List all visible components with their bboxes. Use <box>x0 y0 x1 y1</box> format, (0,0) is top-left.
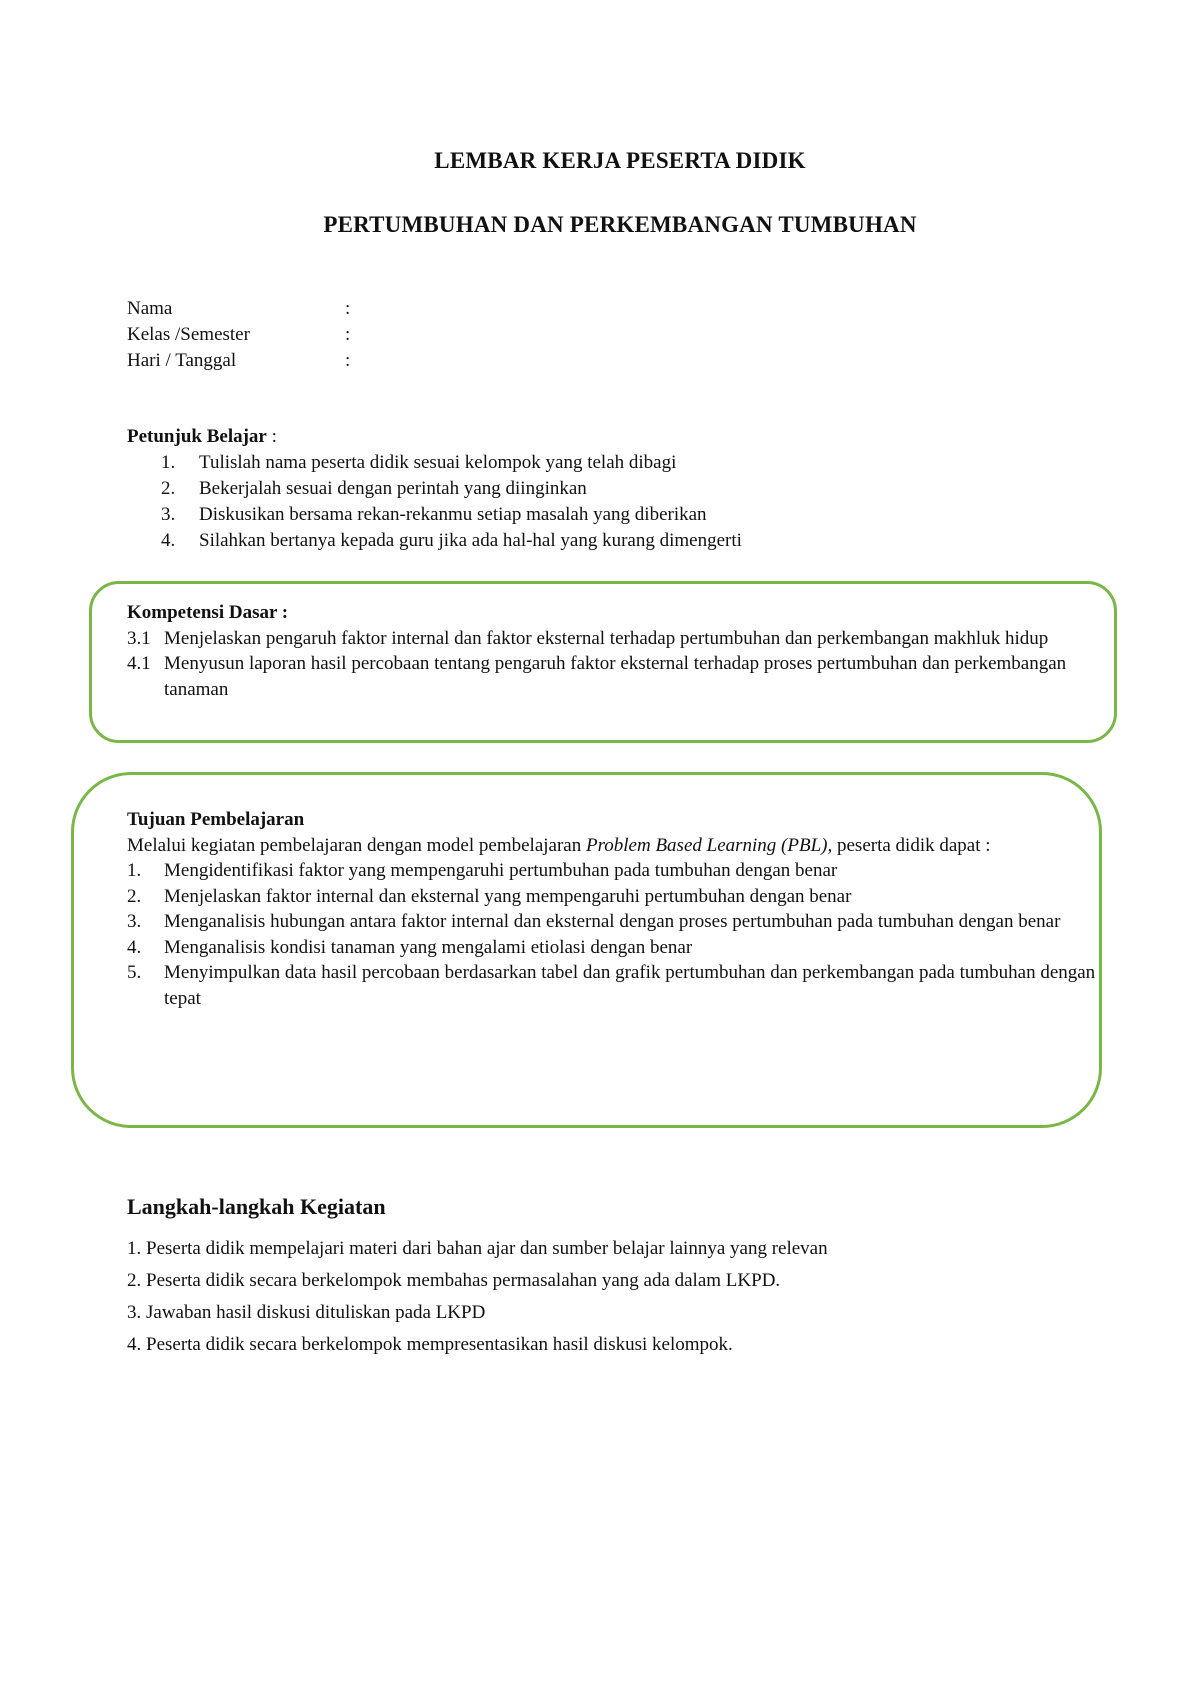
tujuan-intro-text: Melalui kegiatan pembelajaran dengan model pembelajaran <box>127 834 586 856</box>
list-item <box>127 960 1097 1011</box>
item-text: Diskusikan bersama rekan-rekanmu setiap masalah yang diberikan <box>199 504 707 525</box>
item-text: Menyusun laporan hasil percobaan tentang pengaruh faktor eksternal terhadap proses pertumbuhan dan perkembangan tanaman <box>164 653 1067 700</box>
instructions-heading-text: Petunjuk Belajar <box>127 426 267 447</box>
kompetensi-section <box>127 600 1097 702</box>
instructions-heading-suffix: : <box>266 426 277 447</box>
list-item <box>127 884 1097 910</box>
step-item: 1. Peserta didik mempelajari materi dari bahan ajar dan sumber belajar lainnya yang relevan <box>127 1238 828 1259</box>
steps-heading: Langkah-langkah Kegiatan <box>127 1194 386 1219</box>
item-text: Menjelaskan faktor internal dan eksternal yang mempengaruhi pertumbuhan dengan benar <box>164 885 852 907</box>
tujuan-intro-model: Problem Based Learning (PBL), <box>585 834 833 856</box>
step-item: 3. Jawaban hasil diskusi dituliskan pada LKPD <box>127 1302 486 1323</box>
item-text: Menjelaskan pengaruh faktor internal dan faktor eksternal terhadap pertumbuhan dan perkembangan makhluk hidup <box>164 627 1049 649</box>
item-text: Bekerjalah sesuai dengan perintah yang diinginkan <box>199 478 587 499</box>
item-text: Tulislah nama peserta didik sesuai kelompok yang telah dibagi <box>199 452 677 473</box>
tujuan-intro-suffix: peserta didik dapat : <box>832 834 991 856</box>
field-nama <box>127 296 365 322</box>
item-text: Menganalisis kondisi tanaman yang mengalami etiolasi dengan benar <box>164 936 693 958</box>
list-item <box>127 476 1107 502</box>
list-item <box>127 651 1097 702</box>
item-text: Menyimpulkan data hasil percobaan berdasarkan tabel dan grafik pertumbuhan dan perkembangan pada tumbuhan dengan tepat <box>164 962 1096 1009</box>
instructions-section <box>127 424 1107 554</box>
item-number: 1. <box>127 860 142 881</box>
page-title: LEMBAR KERJA PESERTA DIDIK <box>434 148 806 173</box>
kompetensi-heading: Kompetensi Dasar : <box>127 602 289 623</box>
step-item: 4. Peserta didik secara berkelompok mempresentasikan hasil diskusi kelompok. <box>127 1334 733 1355</box>
field-label: Kelas /Semester <box>127 324 250 345</box>
item-number: 4. <box>161 530 176 551</box>
list-item <box>127 935 1097 961</box>
field-colon: : <box>345 324 351 345</box>
item-number: 2. <box>161 478 176 499</box>
list-item <box>127 450 1107 476</box>
item-number: 3.1 <box>127 627 151 649</box>
item-number: 3. <box>127 911 142 932</box>
field-colon: : <box>345 350 351 371</box>
field-colon: : <box>345 298 351 319</box>
list-item <box>127 909 1097 935</box>
field-label: Nama <box>127 298 173 319</box>
item-number: 5. <box>127 962 142 983</box>
list-item <box>127 858 1097 884</box>
steps-section <box>127 1194 1107 1364</box>
step-item: 2. Peserta didik secara berkelompok membahas permasalahan yang ada dalam LKPD. <box>127 1270 781 1291</box>
item-number: 3. <box>161 504 176 525</box>
instructions-heading <box>127 424 1107 450</box>
instructions-list <box>127 450 1107 554</box>
list-item <box>127 626 1097 652</box>
item-text: Silahkan bertanya kepada guru jika ada hal-hal yang kurang dimengerti <box>199 530 742 551</box>
page-subtitle: PERTUMBUHAN DAN PERKEMBANGAN TUMBUHAN <box>323 212 917 237</box>
item-text: Menganalisis hubungan antara faktor internal dan eksternal dengan proses pertumbuhan pada tumbuhan dengan benar <box>164 911 1061 932</box>
item-number: 4. <box>127 936 142 958</box>
item-number: 2. <box>127 885 142 907</box>
tujuan-intro <box>127 833 1097 859</box>
field-label: Hari / Tanggal <box>127 350 237 371</box>
tujuan-heading: Tujuan Pembelajaran <box>127 809 305 830</box>
list-item <box>127 502 1107 528</box>
tujuan-section <box>127 807 1097 1011</box>
identity-fields <box>127 296 365 374</box>
list-item <box>127 528 1107 554</box>
item-number: 1. <box>161 452 176 473</box>
item-text: Mengidentifikasi faktor yang mempengaruhi pertumbuhan pada tumbuhan dengan benar <box>164 860 838 881</box>
item-number: 4.1 <box>127 653 151 674</box>
field-kelas-semester <box>127 322 365 348</box>
field-hari-tanggal <box>127 348 365 374</box>
